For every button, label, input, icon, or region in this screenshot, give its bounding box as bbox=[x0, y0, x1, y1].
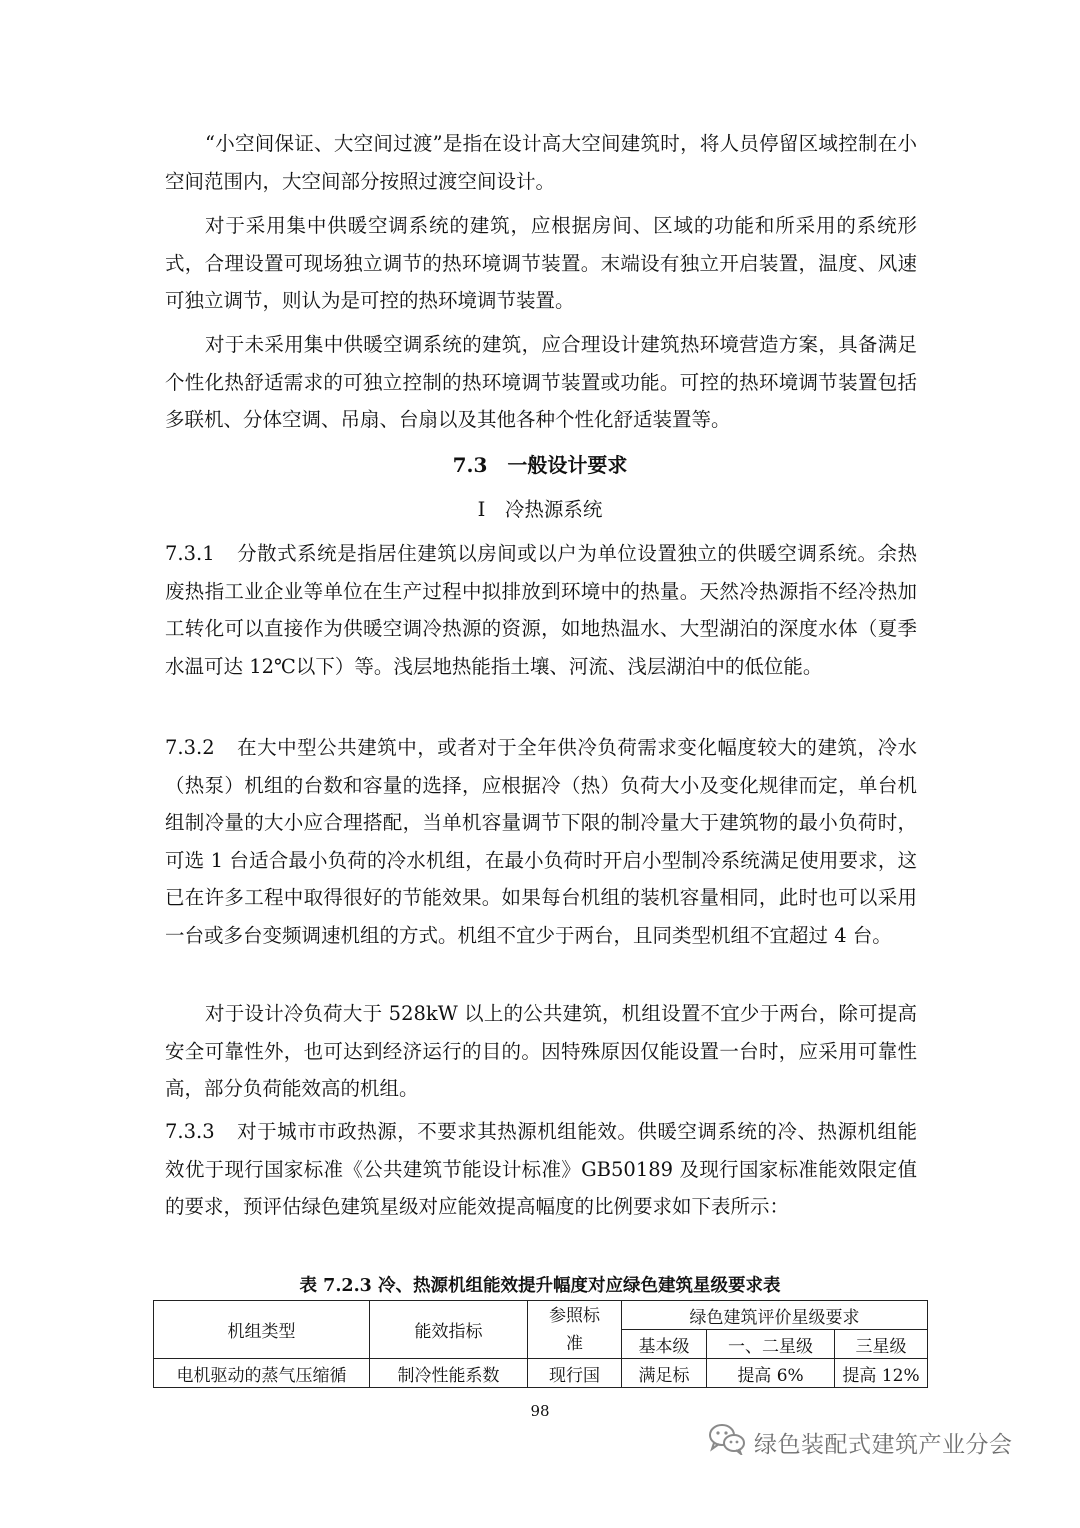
paragraph-528kw: 对于设计冷负荷大于 528kW 以上的公共建筑，机组设置不宜少于两台，除可提高安全可靠性外，也可达到经济运行的目的。因特殊原因仅能设置一台时，应采用可靠性高，部分负荷能效高的机组。 bbox=[165, 1002, 917, 1100]
clause-7-3-2 bbox=[165, 729, 917, 954]
watermark bbox=[708, 1420, 1013, 1464]
wechat-icon bbox=[708, 1423, 754, 1461]
header-star-1-2: 一、二星级 bbox=[707, 1330, 835, 1359]
clause-number: 7.3.1 bbox=[165, 542, 215, 565]
header-reference-line1: 参照标 bbox=[549, 1305, 600, 1326]
clause-text: 对于城市市政热源，不要求其热源机组能效。供暖空调系统的冷、热源机组能效优于现行国家标准《公共建筑节能设计标准》GB50189 及现行国家标准能效限定值的要求，预评估绿色建筑星级对应能效提高幅度的比例要求如下表所示： bbox=[165, 1120, 917, 1218]
cell-star-3: 提高 12% bbox=[835, 1359, 928, 1388]
clause-7-3-1 bbox=[165, 535, 917, 685]
paragraph-small-space: “小空间保证、大空间过渡”是指在设计高大空间建筑时，将人员停留区域控制在小空间范围内，大空间部分按照过渡空间设计。 bbox=[165, 132, 917, 193]
cell-efficiency-index: 制冷性能系数 bbox=[370, 1359, 528, 1388]
clause-text: 在大中型公共建筑中，或者对于全年供冷负荷需求变化幅度较大的建筑，冷水（热泵）机组的台数和容量的选择，应根据冷（热）负荷大小及变化规律而定，单台机组制冷量的大小应合理搭配，当单机容量调节下限的制冷量大于建筑物的最小负荷时，可选 1 台适合最小负荷的冷水机组，在最小负荷时开启小型制冷系统满足使用要求，这已在许多工程中取得很好的节能效果。如果每台机组的装机容量相同，此时也可以采用一台或多台变频调速机组的方式。机组不宜少于两台，且同类型机组不宜超过 4 台。 bbox=[165, 736, 917, 947]
table-row bbox=[154, 1359, 928, 1388]
cell-reference: 现行国 bbox=[528, 1359, 622, 1388]
clause-7-3-3 bbox=[165, 1113, 917, 1226]
cell-basic: 满足标 bbox=[622, 1359, 707, 1388]
page-number: 98 bbox=[530, 1402, 550, 1420]
cell-star-1-2: 提高 6% bbox=[707, 1359, 835, 1388]
table-caption: 表 7.2.3 冷、热源机组能效提升幅度对应绿色建筑星级要求表 bbox=[299, 1276, 781, 1296]
paragraph-central-hvac: 对于采用集中供暖空调系统的建筑，应根据房间、区域的功能和所采用的系统形式，合理设置可现场独立调节的热环境调节装置。末端设有独立开启装置，温度、风速可独立调节，则认为是可控的热环境调节装置。 bbox=[165, 214, 917, 312]
header-star-3: 三星级 bbox=[835, 1330, 928, 1359]
subsection-heading: Ⅰ 冷热源系统 bbox=[477, 498, 603, 521]
section-heading: 7.3 一般设计要求 bbox=[452, 453, 628, 477]
header-unit-type: 机组类型 bbox=[154, 1301, 370, 1359]
header-reference bbox=[528, 1301, 622, 1359]
clause-text: 分散式系统是指居住建筑以房间或以户为单位设置独立的供暖空调系统。余热废热指工业企业等单位在生产过程中拟排放到环境中的热量。天然冷热源指不经冷热加工转化可以直接作为供暖空调冷热源的资源，如地热温水、大型湖泊的深度水体（夏季水温可达 12℃以下）等。浅层地热能指土壤、河流、浅层湖泊中的低位能。 bbox=[165, 542, 917, 678]
header-green-rating: 绿色建筑评价星级要求 bbox=[622, 1301, 928, 1330]
header-basic: 基本级 bbox=[622, 1330, 707, 1359]
requirements-table bbox=[153, 1300, 928, 1388]
cell-unit-type: 电机驱动的蒸气压缩循 bbox=[154, 1359, 370, 1388]
paragraph-non-central-hvac: 对于未采用集中供暖空调系统的建筑，应合理设计建筑热环境营造方案，具备满足个性化热舒适需求的可独立控制的热环境调节装置或功能。可控的热环境调节装置包括多联机、分体空调、吊扇、台扇以及其他各种个性化舒适装置等。 bbox=[165, 333, 917, 431]
header-reference-line2: 准 bbox=[566, 1333, 583, 1354]
watermark-text: 绿色装配式建筑产业分会 bbox=[754, 1431, 1013, 1458]
header-efficiency-index: 能效指标 bbox=[370, 1301, 528, 1359]
clause-number: 7.3.2 bbox=[165, 736, 215, 759]
clause-number: 7.3.3 bbox=[165, 1120, 215, 1143]
